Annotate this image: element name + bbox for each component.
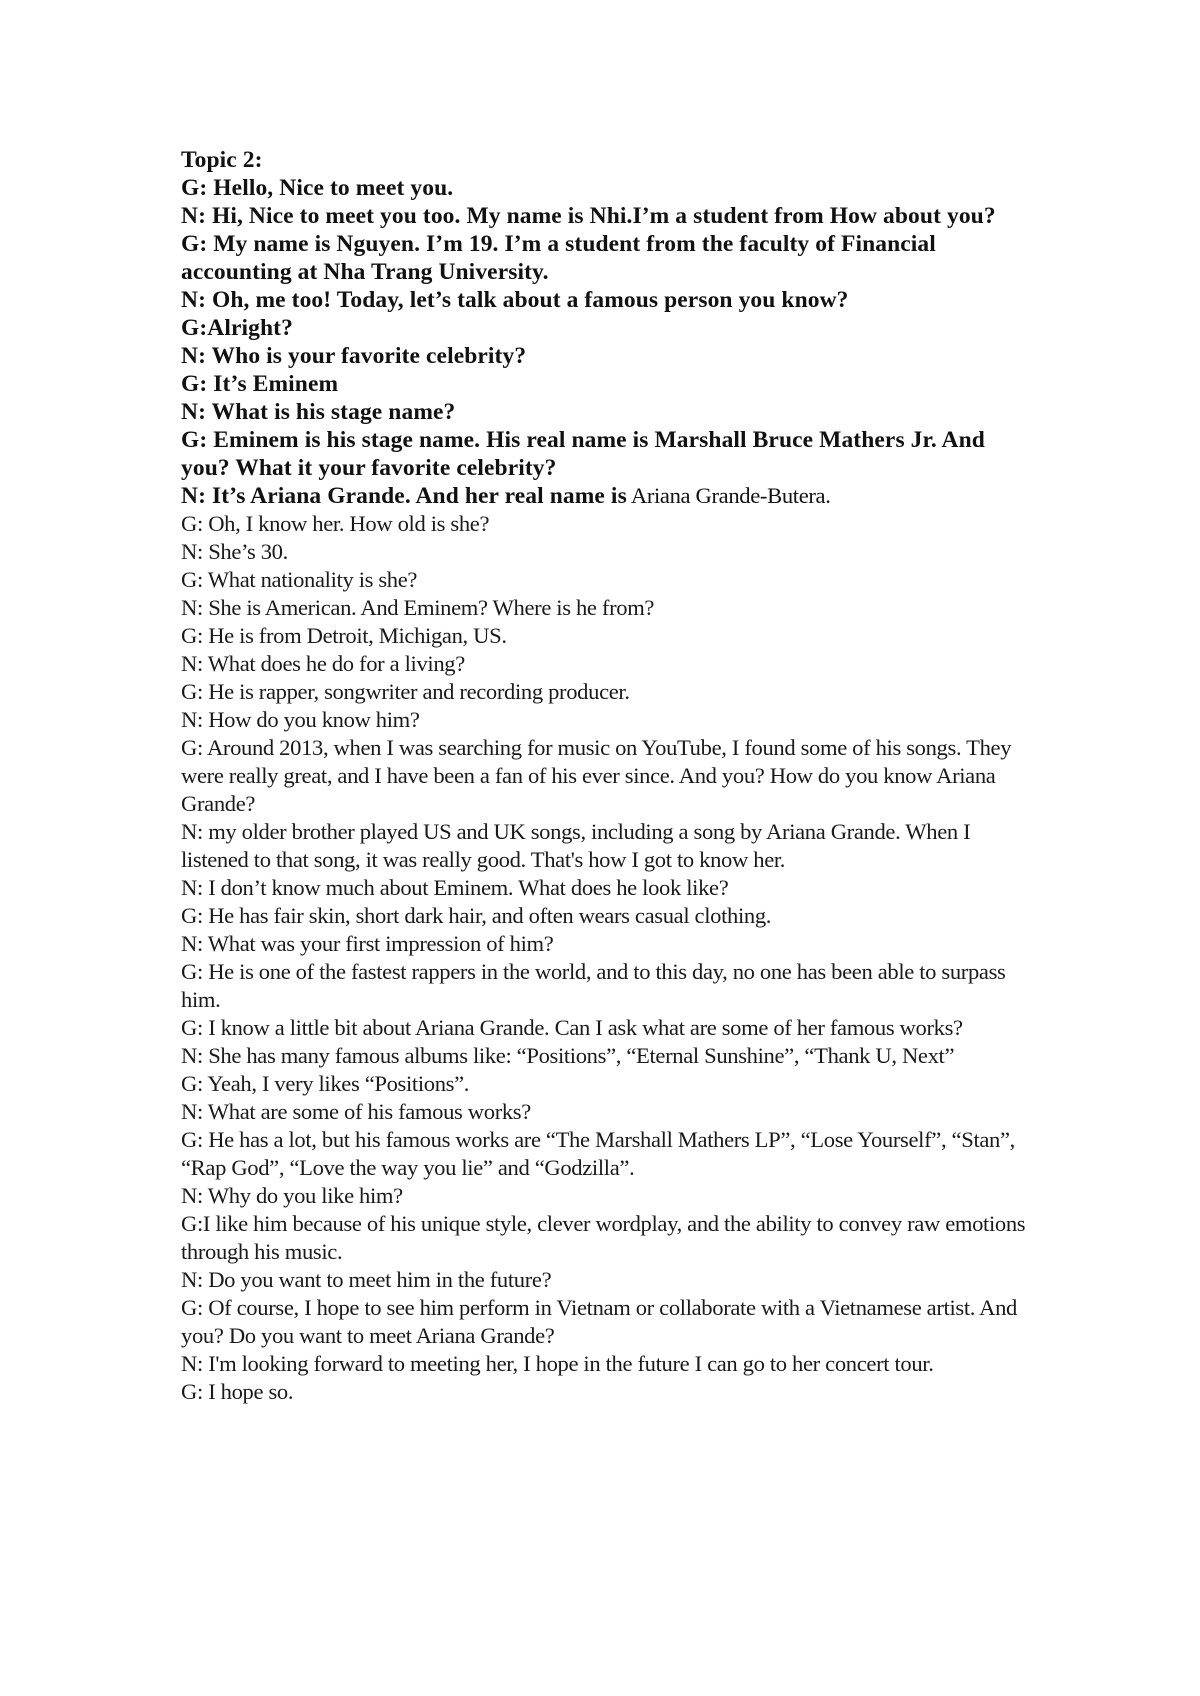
dialogue-line: G: My name is Nguyen. I’m 19. I’m a student from the faculty of Financial accounting at Nha Trang University. (181, 231, 936, 285)
dialogue-line: G: He has fair skin, short dark hair, and often wears casual clothing. (181, 903, 772, 928)
dialogue-line: G: He is rapper, songwriter and recording producer. (181, 679, 630, 704)
dialogue-line: G:I like him because of his unique style, clever wordplay, and the ability to convey raw emotions through his music. (181, 1211, 1026, 1264)
dialogue-line: G: Oh, I know her. How old is she? (181, 511, 490, 536)
dialogue-line: G: Yeah, I very likes “Positions”. (181, 1071, 470, 1096)
dialogue-line: N: my older brother played US and UK songs, including a song by Ariana Grande. When I listened to that song, it was really good. That's how I got to know her. (181, 819, 971, 872)
dialogue-line: N: What are some of his famous works? (181, 1099, 531, 1124)
dialogue-line: G: Around 2013, when I was searching for music on YouTube, I found some of his songs. They were really great, and I have been a fan of his ever since. And you? How do you know Ariana Grande? (181, 735, 1012, 816)
dialogue-line: G: Hello, Nice to meet you. (181, 175, 454, 201)
dialogue-line: G: I know a little bit about Ariana Grande. Can I ask what are some of her famous works? (181, 1015, 963, 1040)
document-title: Topic 2: (181, 147, 263, 173)
dialogue-line: G: He has a lot, but his famous works are “The Marshall Mathers LP”, “Lose Yourself”, “Stan”, “Rap God”, “Love the way you lie” and “Godzilla”. (181, 1127, 1015, 1180)
dialogue-line: N: Oh, me too! Today, let’s talk about a famous person you know? (181, 287, 849, 313)
dialogue-line: N: What does he do for a living? (181, 651, 465, 676)
dialogue-line: N: She is American. And Eminem? Where is he from? (181, 595, 655, 620)
dialogue-line: N: Do you want to meet him in the future? (181, 1267, 552, 1292)
dialogue-line: N: Hi, Nice to meet you too. My name is Nhi.I’m a student from How about you? (181, 203, 996, 229)
dialogue-line: G: What nationality is she? (181, 567, 418, 592)
dialogue-normal-part: Ariana Grande-Butera. (626, 483, 831, 508)
dialogue-line: G: I hope so. (181, 1379, 294, 1404)
dialogue-line: N: Why do you like him? (181, 1183, 403, 1208)
dialogue-line: N: I don’t know much about Eminem. What does he look like? (181, 875, 729, 900)
dialogue-line: N: What is his stage name? (181, 399, 456, 425)
document-body (181, 146, 1031, 1406)
dialogue-line: G: It’s Eminem (181, 371, 339, 397)
dialogue-line: N: How do you know him? (181, 707, 420, 732)
dialogue-line: G: Of course, I hope to see him perform in Vietnam or collaborate with a Vietnamese artist. And you? Do you want to meet Ariana Grande? (181, 1295, 1017, 1348)
dialogue-line: G: Eminem is his stage name. His real name is Marshall Bruce Mathers Jr. And you? What it your favorite celebrity? (181, 427, 985, 481)
dialogue-line-mixed (181, 482, 1031, 510)
dialogue-line: G: He is one of the fastest rappers in the world, and to this day, no one has been able to surpass him. (181, 959, 1006, 1012)
dialogue-line: G: He is from Detroit, Michigan, US. (181, 623, 507, 648)
dialogue-line: G:Alright? (181, 315, 293, 341)
dialogue-line: N: I'm looking forward to meeting her, I hope in the future I can go to her concert tour. (181, 1351, 934, 1376)
dialogue-line: N: She has many famous albums like: “Positions”, “Eternal Sunshine”, “Thank U, Next” (181, 1043, 955, 1068)
dialogue-line: N: What was your first impression of him? (181, 931, 554, 956)
dialogue-bold-part: N: It’s Ariana Grande. And her real name is (181, 483, 627, 509)
dialogue-line: N: She’s 30. (181, 539, 288, 564)
dialogue-line: N: Who is your favorite celebrity? (181, 343, 527, 369)
